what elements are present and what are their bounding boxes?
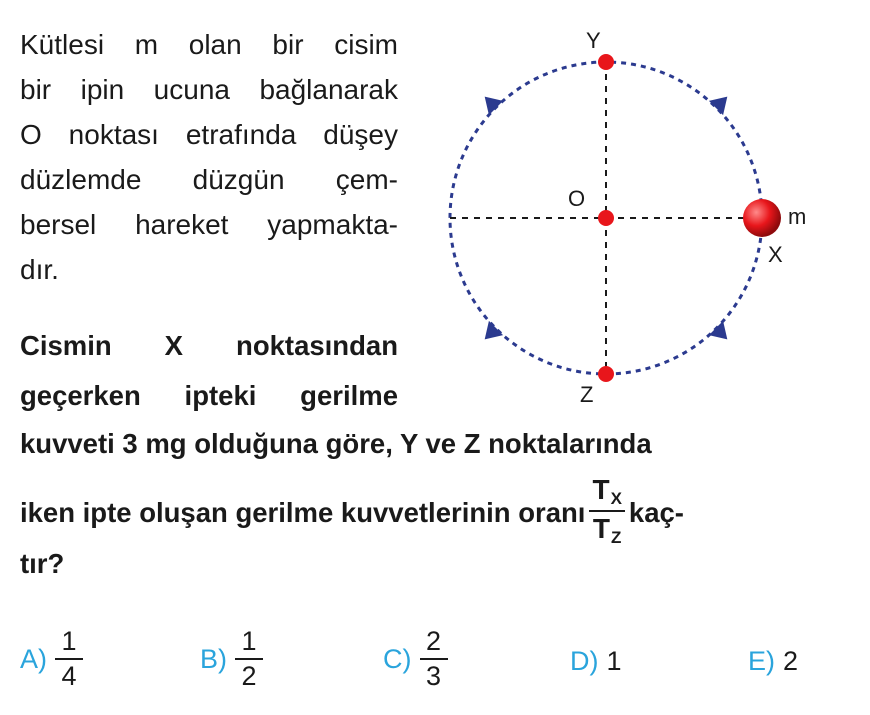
mass-ball bbox=[743, 199, 781, 237]
option-denominator: 3 bbox=[425, 661, 442, 691]
question-line: tır? bbox=[20, 548, 65, 579]
option-a[interactable] bbox=[20, 628, 83, 690]
question-line: geçerken ipteki gerilme bbox=[20, 380, 398, 411]
tension-ratio-fraction bbox=[589, 476, 624, 546]
direction-arrow-icon bbox=[709, 321, 734, 346]
point-o bbox=[598, 210, 614, 226]
intro-line: dır. bbox=[20, 254, 59, 285]
option-letter: E) bbox=[748, 646, 775, 676]
option-numerator: 1 bbox=[241, 626, 257, 656]
fraction-denominator-subscript: Z bbox=[611, 528, 622, 547]
option-denominator: 2 bbox=[241, 661, 257, 691]
point-z bbox=[598, 366, 614, 382]
intro-paragraph bbox=[20, 22, 398, 292]
fraction-denominator: T bbox=[592, 513, 611, 544]
label-x: X bbox=[768, 242, 783, 267]
fraction-bar bbox=[589, 510, 624, 512]
question-text: kaç- bbox=[628, 497, 684, 528]
direction-arrow-icon bbox=[709, 90, 734, 115]
option-numerator: 2 bbox=[425, 626, 442, 656]
option-denominator: 4 bbox=[61, 661, 77, 691]
option-letter: A) bbox=[20, 643, 47, 674]
question-text: iken ipte oluşan gerilme kuvvetlerinin oranı bbox=[20, 497, 586, 528]
fraction-bar bbox=[235, 658, 263, 660]
fraction-numerator: T bbox=[592, 474, 610, 505]
intro-line: düzlemde düzgün çem- bbox=[20, 164, 398, 195]
label-y: Y bbox=[586, 28, 601, 53]
option-fraction bbox=[235, 628, 263, 690]
point-y bbox=[598, 54, 614, 70]
option-letter: D) bbox=[570, 646, 599, 676]
option-value: 2 bbox=[783, 646, 799, 676]
option-letter: C) bbox=[383, 643, 412, 674]
question-line-with-fraction bbox=[20, 474, 684, 548]
option-fraction bbox=[55, 628, 83, 690]
fraction-numerator-subscript: X bbox=[610, 489, 622, 508]
option-b[interactable] bbox=[200, 628, 263, 690]
option-value: 1 bbox=[606, 646, 622, 676]
option-letter: B) bbox=[200, 643, 227, 674]
option-e[interactable] bbox=[748, 646, 798, 677]
option-d[interactable] bbox=[570, 646, 622, 677]
direction-arrow-icon bbox=[478, 321, 503, 346]
intro-line: bersel hareket yapmakta- bbox=[20, 209, 398, 240]
intro-line: O noktası etrafında düşey bbox=[20, 119, 398, 150]
intro-line: Kütlesi m olan bir cisim bbox=[20, 29, 398, 60]
intro-line: bir ipin ucuna bağlanarak bbox=[20, 74, 398, 105]
fraction-bar bbox=[420, 658, 448, 660]
option-c[interactable] bbox=[383, 628, 448, 690]
direction-arrow-icon bbox=[478, 90, 503, 115]
option-fraction bbox=[420, 628, 448, 690]
question-line: Cismin X noktasından bbox=[20, 330, 398, 361]
option-numerator: 1 bbox=[61, 626, 77, 656]
label-o: O bbox=[568, 186, 586, 211]
label-z: Z bbox=[580, 382, 594, 407]
circular-motion-diagram bbox=[420, 20, 840, 410]
question-line: kuvveti 3 mg olduğuna göre, Y ve Z noktalarında bbox=[20, 428, 652, 459]
label-m: m bbox=[788, 204, 807, 229]
fraction-bar bbox=[55, 658, 83, 660]
